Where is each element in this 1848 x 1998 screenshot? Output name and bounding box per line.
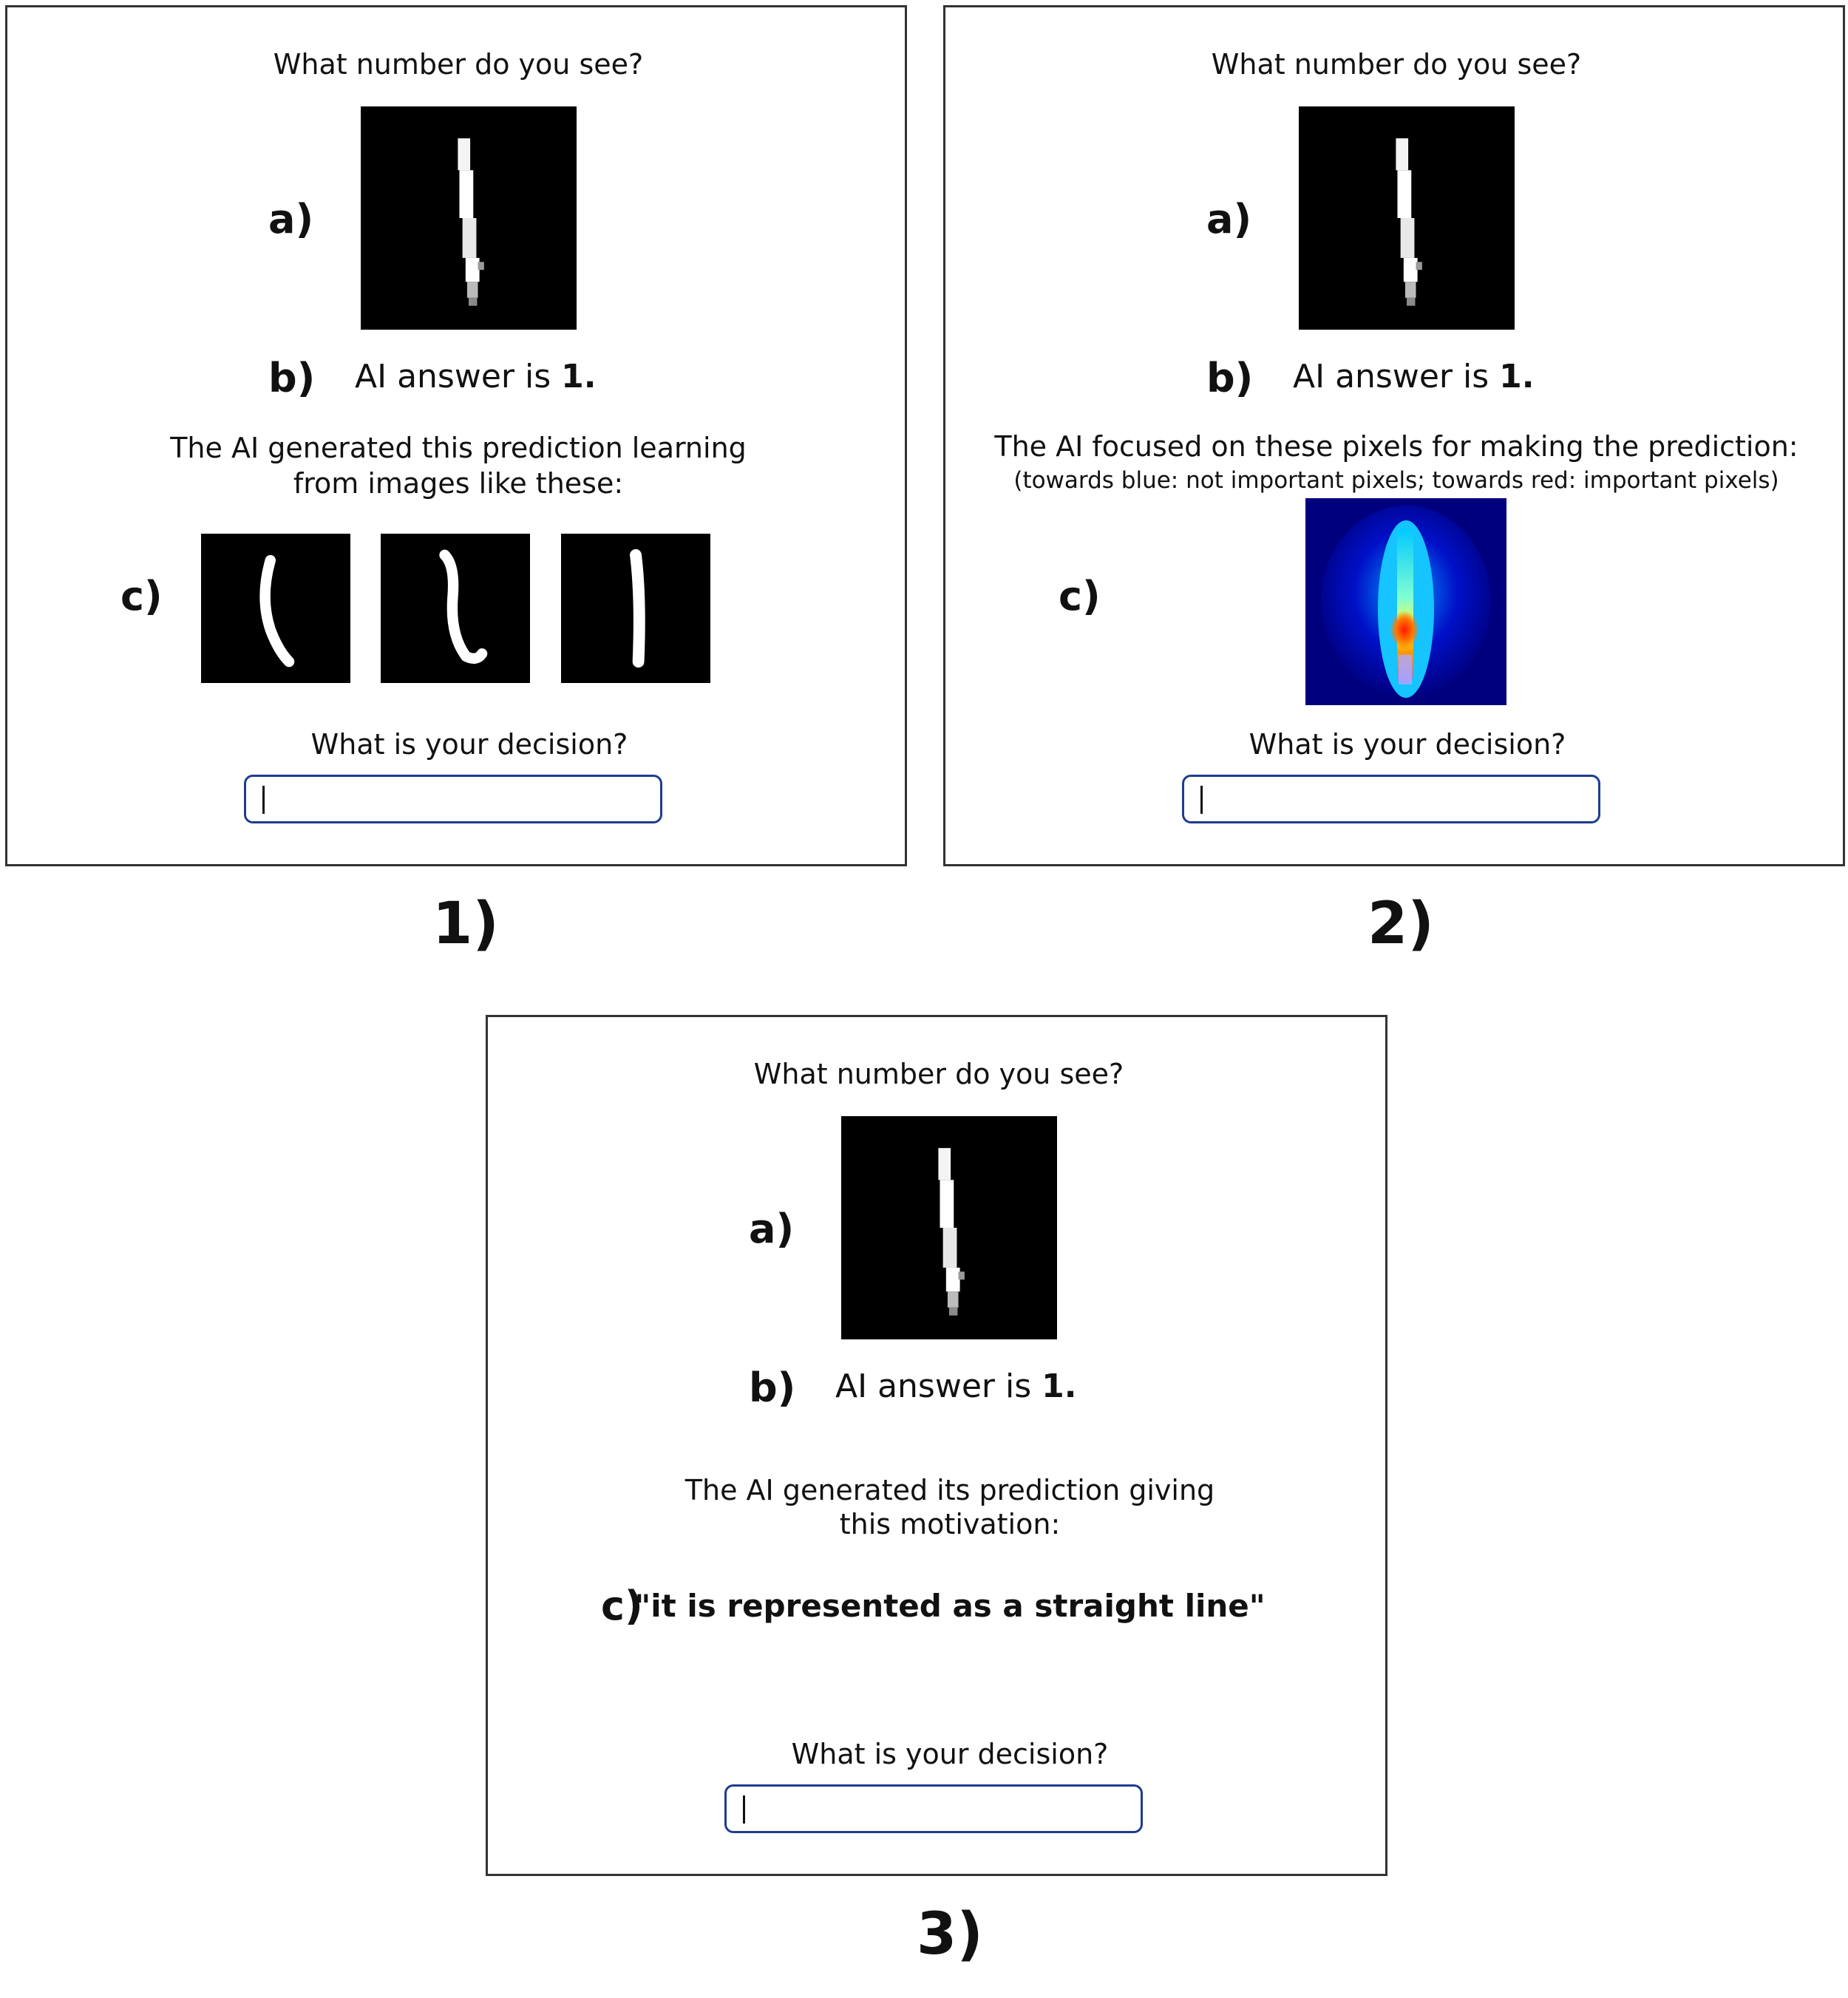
question-text: What number do you see?: [273, 48, 644, 81]
decision-input[interactable]: [244, 775, 662, 823]
label-b: b): [268, 355, 316, 401]
digit-image: [1299, 106, 1515, 330]
panel-3-textual-motivation: [486, 1015, 1387, 1876]
label-a: a): [1206, 196, 1252, 242]
digit-image: [841, 1116, 1057, 1339]
explanation-text: The AI generated this prediction learning from images like these:: [170, 432, 747, 500]
label-a: a): [268, 196, 314, 242]
panel-2-number: 2): [1368, 891, 1434, 957]
digit-image: [361, 106, 577, 330]
ai-answer-value: 1.: [1042, 1367, 1077, 1405]
decision-prompt: What is your decision?: [791, 1738, 1109, 1770]
explanation-note: (towards blue: not important pixels; towards red: important pixels): [1013, 467, 1779, 494]
panel-3-number: 3): [917, 1901, 983, 1968]
attention-heatmap: [1305, 498, 1506, 705]
decision-input[interactable]: [724, 1784, 1143, 1833]
ai-answer-prefix: AI answer is: [355, 358, 551, 395]
label-c: c): [601, 1583, 643, 1629]
example-image-3: [561, 534, 710, 683]
label-b: b): [749, 1365, 796, 1411]
text-cursor: [743, 1795, 745, 1824]
example-image-2: [381, 534, 530, 683]
decision-prompt: What is your decision?: [310, 728, 628, 761]
ai-answer: [355, 358, 596, 395]
ai-answer-value: 1.: [1499, 358, 1535, 395]
motivation-text: "it is represented as a straight line": [634, 1588, 1266, 1624]
ai-answer: [835, 1367, 1076, 1405]
example-image-1: [201, 534, 350, 683]
text-cursor: [262, 786, 265, 814]
label-c: c): [1059, 573, 1101, 619]
ai-answer-value: 1.: [561, 358, 597, 395]
panel-2-heatmap: [943, 5, 1845, 866]
question-text: What number do you see?: [753, 1058, 1124, 1090]
explanation-text: The AI focused on these pixels for making the prediction:: [994, 430, 1798, 463]
explanation-line-1: The AI generated its prediction giving: [684, 1474, 1215, 1506]
explanation-line-2: this motivation:: [839, 1508, 1061, 1540]
label-b: b): [1206, 355, 1254, 401]
question-text: What number do you see?: [1211, 48, 1582, 81]
decision-prompt: What is your decision?: [1249, 728, 1566, 761]
ai-answer-prefix: AI answer is: [1293, 358, 1489, 395]
panel-1-global-examples: [5, 5, 907, 866]
decision-input[interactable]: [1182, 775, 1600, 823]
panel-1-number: 1): [432, 891, 499, 957]
ai-answer: [1293, 358, 1534, 395]
label-c: c): [120, 573, 163, 619]
text-cursor: [1200, 786, 1203, 814]
ai-answer-prefix: AI answer is: [835, 1367, 1032, 1405]
label-a: a): [749, 1206, 795, 1252]
